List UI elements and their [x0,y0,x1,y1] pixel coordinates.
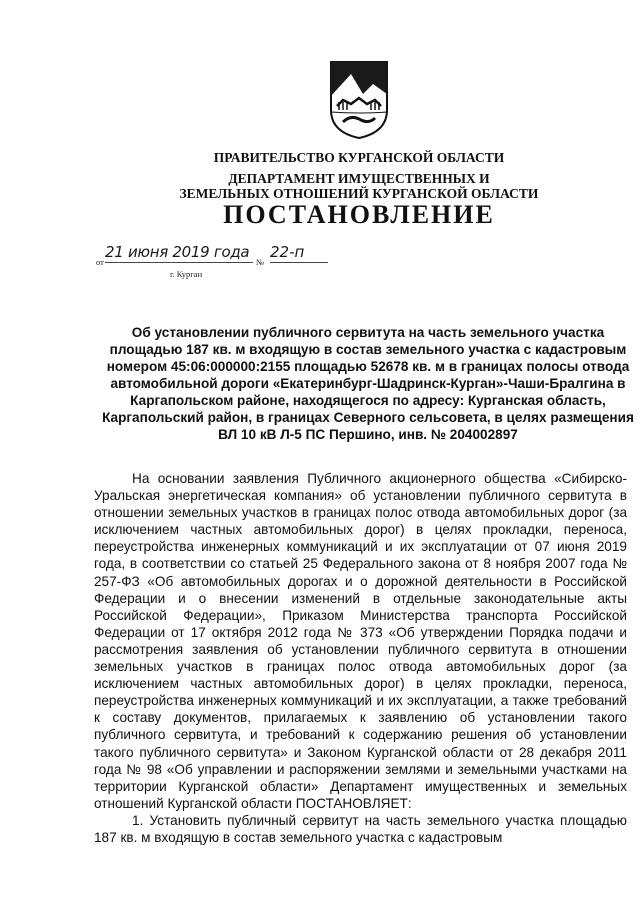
city-label: г. Курган [170,269,203,279]
handwritten-number: 22-п [270,243,328,263]
department-name [0,171,640,201]
document-title: Об установлении публичного сервитута на часть земельного участка площадью 187 кв. м входящую в состав земельного участка с кадастровым номером 45:06:000000:2155 площадью 52678 кв. м в границах полосы отвода автомобильной дороги «Екатеринбург-Шадринск-Курган»-Чаши-Бралгина в Каргапольском районе, находящегося по адресу: Курганская область, Каргапольский район, в границах Северного сельсовета, в целях размещения ВЛ 10 кВ Л-5 ПС Першино, инв. № 204002897 [102,325,634,442]
department-line-1: ДЕПАРТАМЕНТ ИМУЩЕСТВЕННЫХ И [228,171,490,186]
government-name: ПРАВИТЕЛЬСТВО КУРГАНСКОЙ ОБЛАСТИ [213,150,505,165]
document-body [94,470,627,846]
coat-of-arms-icon [329,60,389,140]
date-number-line [96,243,396,283]
date-prefix: от [96,257,104,267]
department-line-2: ЗЕМЕЛЬНЫХ ОТНОШЕНИЙ КУРГАНСКОЙ ОБЛАСТИ [179,186,539,201]
number-prefix: № [256,257,265,267]
body-paragraph-2: 1. Установить публичный сервитут на часть земельного участка площадью 187 кв. м входящую в состав земельного участка с кадастровым [94,812,627,845]
body-paragraph-1: На основании заявления Публичного акционерного общества «Сибирско-Уральская энергетическая компания» об установлении публичного сервитута в отношении земельных участков в границах полос отвода автомобильных дорог (за исключением частных автомобильных дорог) в целях прокладки, переноса, переустройства инженерных коммуникаций и их эксплуатации от 07 июня 2019 года, в соответствии со статьей 25 Федерального закона от 8 ноября 2007 года № 257-ФЗ «Об автомобильных дорогах и о дорожной деятельности в Российской Федерации и о внесении изменений в отдельные законодательные акты Российской Федерации», Приказом Министерства транспорта Российской Федерации от 17 октября 2012 года № 373 «Об утверждении Порядка подачи и рассмотрения заявления об установлении публичного сервитута в отношении земельных участков в границах полос отвода автомобильных дорог (за исключением частных автомобильных дорог) в целях прокладки, переноса, переустройства инженерных коммуникаций и их эксплуатации, а также требований к составу документов, прилагаемых к заявлению об установлении такого публичного сервитута, и требований к содержанию решения об установлении такого публичного сервитута» и Законом Курганской области от 28 декабря 2011 года № 98 «Об управлении и распоряжении землями и земельными участками на территории Курганской области» Департамент имущественных и земельных отношений Курганской области ПОСТАНОВЛЯЕТ: [94,471,627,811]
document-type: ПОСТАНОВЛЕНИЕ [223,200,495,229]
handwritten-date: 21 июня 2019 года [105,243,253,263]
